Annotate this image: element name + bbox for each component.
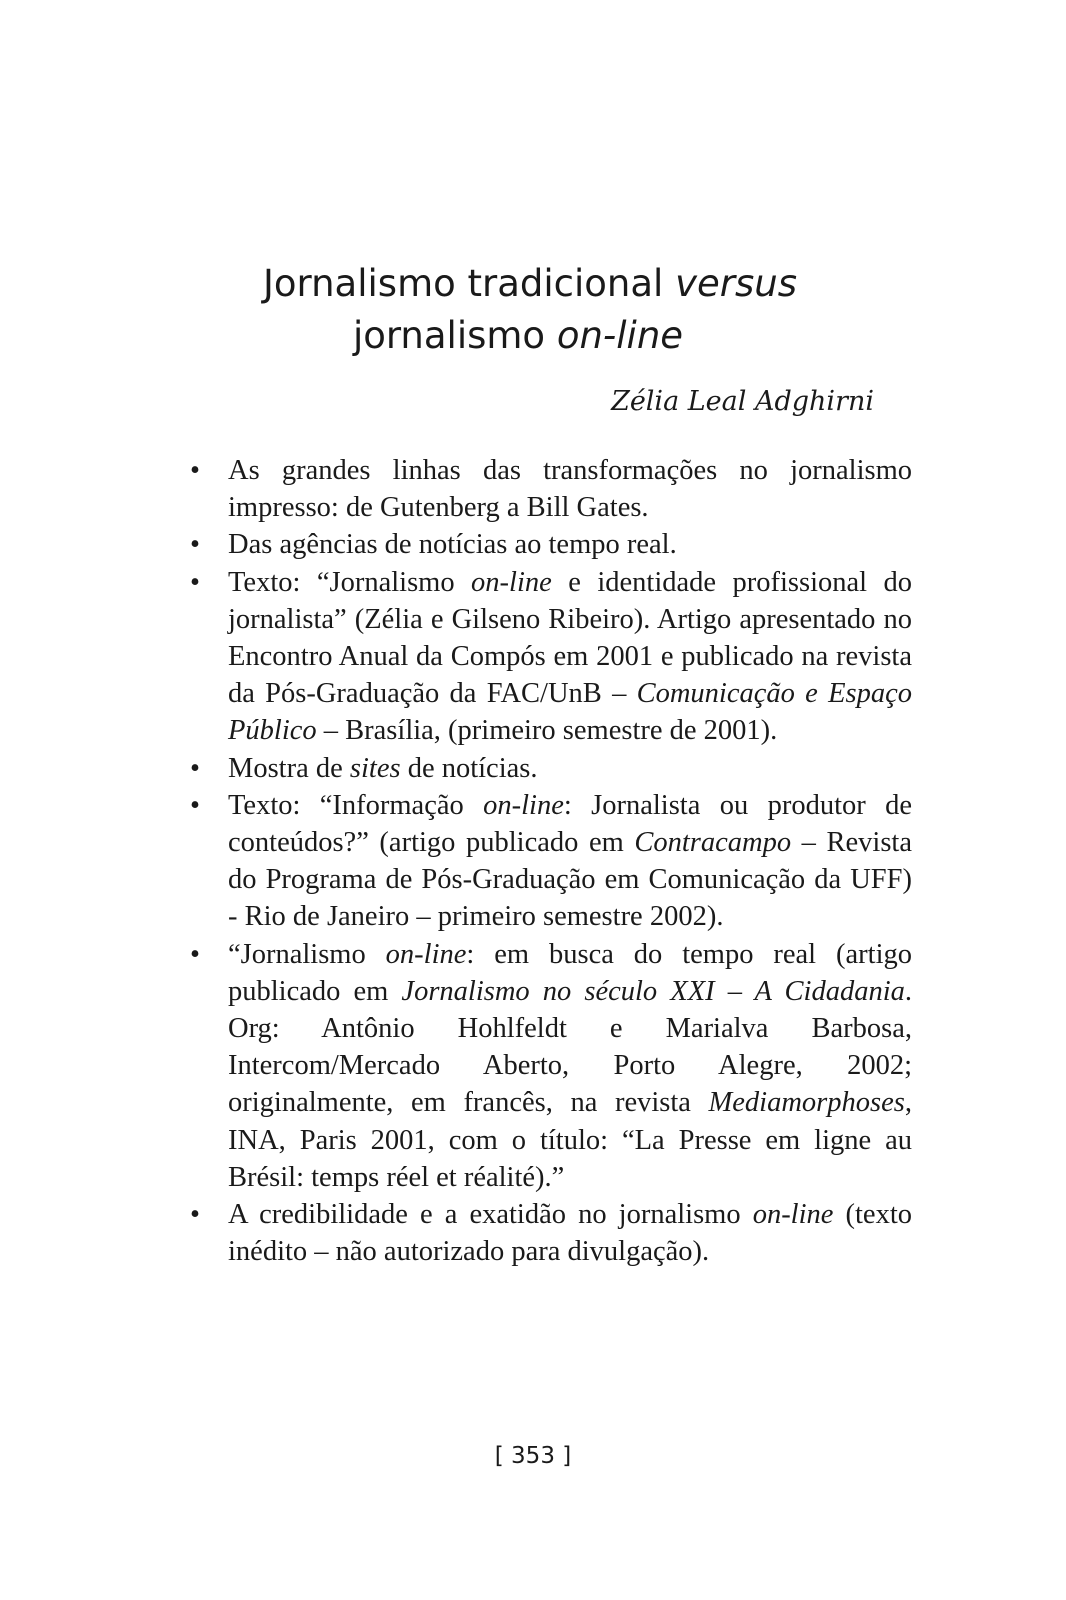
bullet-marker: •	[190, 529, 200, 561]
bullet-marker: •	[190, 938, 200, 970]
list-item-text	[228, 564, 912, 750]
list-item-text	[228, 526, 912, 563]
list-item-text	[228, 1196, 912, 1270]
title-line-1	[160, 258, 906, 310]
text-segment: Texto: “Jornalismo	[228, 566, 472, 598]
bullet-marker: •	[190, 1199, 200, 1231]
list-item	[190, 787, 912, 936]
text-segment: Das agências de notícias ao tempo real.	[228, 529, 677, 561]
text-segment: : em busca do tempo real (artigo publicado em	[228, 938, 912, 1007]
title-line-1-text: Jornalismo tradicional	[263, 262, 676, 305]
title-line-1-italic: versus	[675, 262, 797, 305]
list-item-text	[228, 452, 912, 526]
chapter-title	[160, 258, 906, 362]
bullet-marker: •	[190, 455, 200, 486]
italic-text-segment: on-line	[471, 566, 552, 598]
list-item-text	[228, 750, 912, 787]
title-line-2	[160, 310, 906, 362]
italic-text-segment: Contracampo	[634, 827, 792, 859]
text-segment: de notícias.	[400, 752, 538, 784]
bullet-marker: •	[190, 789, 200, 821]
text-segment: Texto: “Informação	[228, 789, 484, 821]
text-segment: “Jornalismo	[228, 938, 386, 970]
text-segment: As grandes linhas das transformações no jornalismo impresso: de Gutenberg a Bill Gates.	[228, 455, 912, 524]
italic-text-segment: sites	[349, 752, 401, 784]
italic-text-segment: Mediamorphoses	[708, 1087, 905, 1119]
list-item-text	[228, 936, 912, 1196]
title-line-2-text: jornalismo	[352, 314, 557, 357]
text-segment: A credibilidade e a exatidão no jornalismo	[228, 1199, 753, 1231]
title-line-2-italic: on-line	[556, 314, 684, 357]
text-segment: (texto inédito – não autorizado para divulgação).	[228, 1199, 912, 1268]
list-item	[190, 936, 912, 1196]
list-item-text	[228, 787, 912, 936]
bullet-marker: •	[190, 566, 200, 598]
text-segment: e identidade profissional do jornalista” (Zélia e Gilseno Ribeiro). Artigo apresentado no Encontro Anual da Compós em 2001 e publicado na revista da Pós-Graduação da FAC/UnB –	[228, 566, 913, 710]
list-item	[190, 452, 912, 526]
italic-text-segment: on-line	[483, 789, 564, 821]
author-name: Zélia Leal Adghirni	[611, 386, 874, 417]
bullet-marker: •	[190, 752, 200, 784]
list-item	[190, 526, 912, 563]
list-item	[190, 750, 912, 787]
italic-text-segment: on-line	[385, 938, 467, 970]
topic-list	[190, 452, 912, 1270]
list-item	[190, 1196, 912, 1270]
list-item	[190, 564, 912, 750]
text-segment: , INA, Paris 2001, com o título: “La Presse em ligne au Brésil: temps réel et réalité).”	[228, 1087, 912, 1193]
text-segment: : Jornalista ou produtor de conteúdos?” (artigo publicado em	[228, 789, 912, 859]
italic-text-segment: on-line	[752, 1199, 834, 1231]
italic-text-segment: Comunicação e Espaço Público	[228, 678, 912, 747]
text-segment: . Org: Antônio Hohlfeldt e Marialva Barbosa, Intercom/Mercado Aberto, Porto Alegre, 2002; originalmente, em francês, na revista	[228, 975, 912, 1119]
italic-text-segment: Jornalismo no século XXI – A Cidadania	[401, 975, 905, 1007]
text-segment: – Brasília, (primeiro semestre de 2001).	[316, 715, 778, 747]
text-segment: Mostra de	[228, 752, 350, 784]
text-segment: – Revista do Programa de Pós-Graduação em Comunicação da UFF) - Rio de Janeiro – primeiro semestre 2002).	[228, 827, 912, 933]
page-number: [ 353 ]	[494, 1443, 572, 1469]
